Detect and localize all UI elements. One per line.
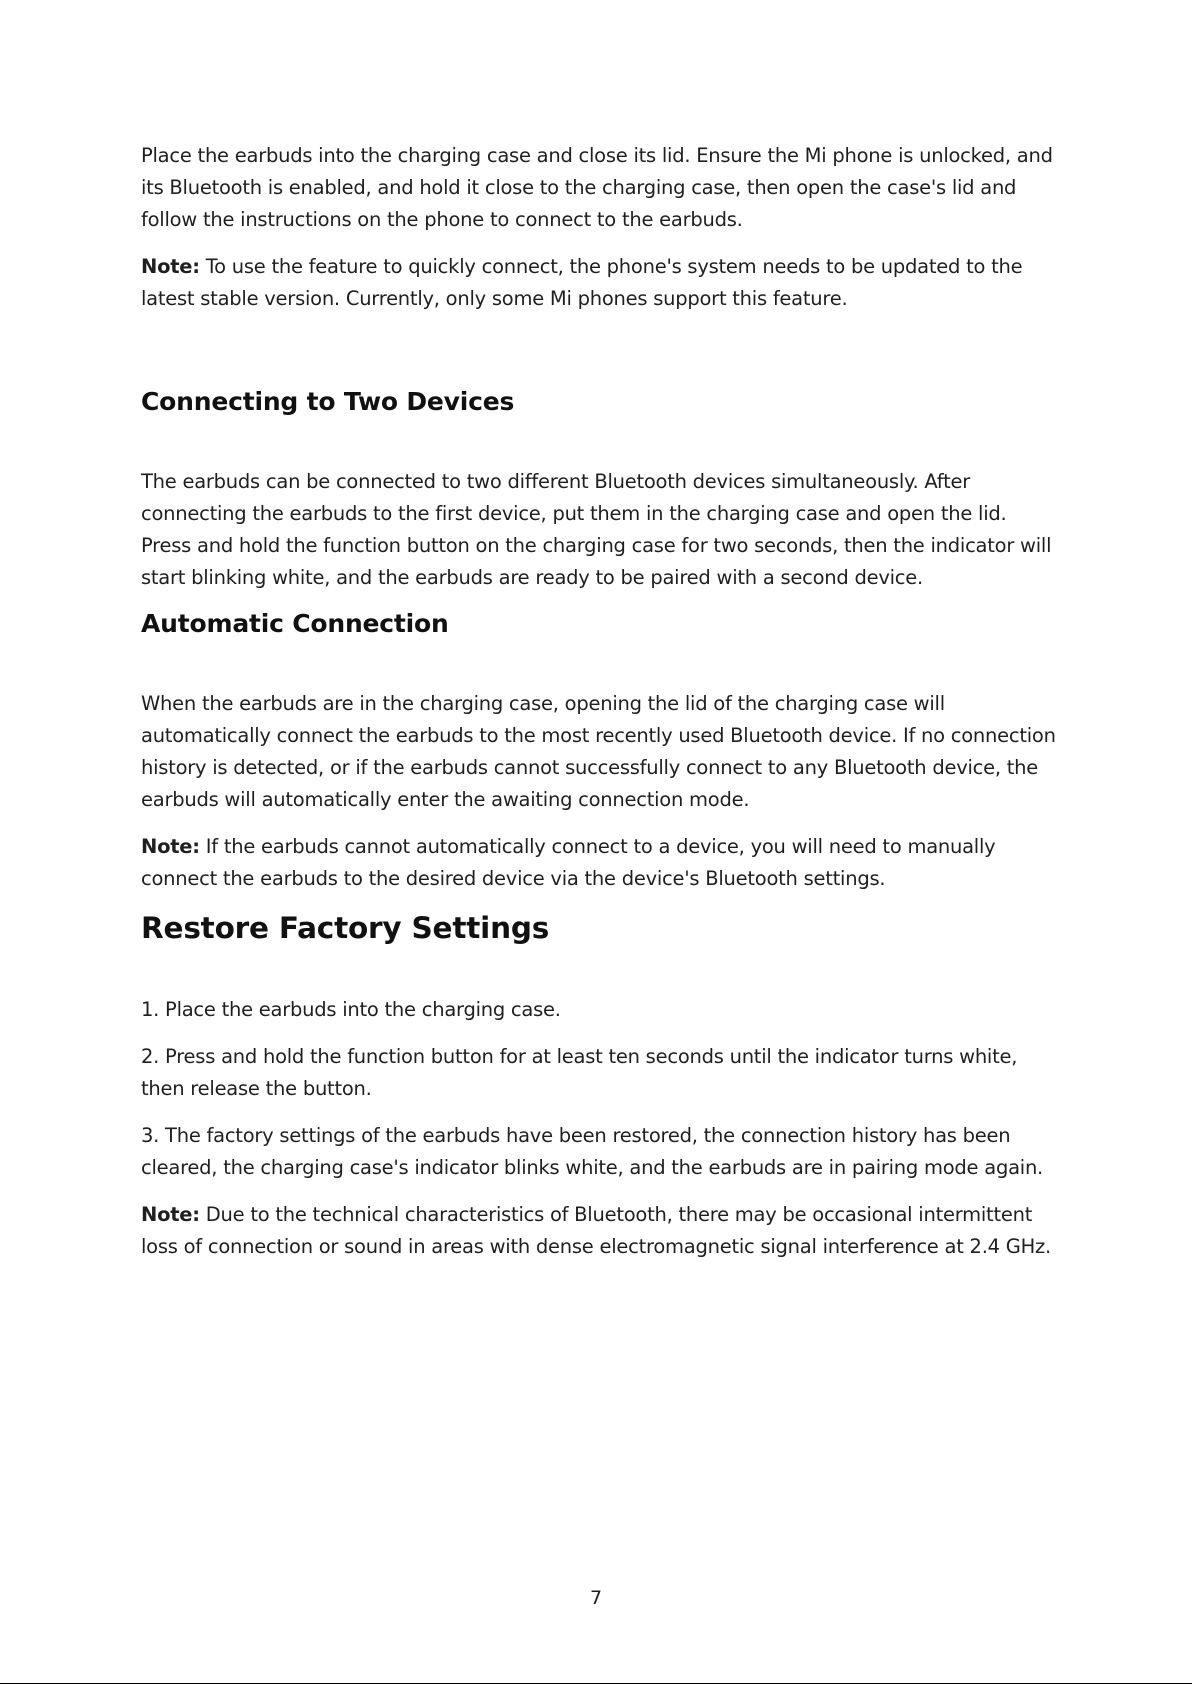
- note-text: If the earbuds cannot automatically connect to a device, you will need to manually connect the earbuds to the desired device via the device's Bluetooth settings.: [141, 835, 996, 890]
- intro-paragraph: Place the earbuds into the charging case and close its lid. Ensure the Mi phone is unlocked, and its Bluetooth is enabled, and hold it close to the charging case, then open the case's lid and follow the instructions on the phone to connect to the earbuds.: [141, 144, 1053, 231]
- manual-page: [141, 140, 1061, 1263]
- two-devices-paragraph: The earbuds can be connected to two different Bluetooth devices simultaneously. After connecting the earbuds to the first device, put them in the charging case and open the lid. Press and hold the function button on the charging case for two seconds, then the indicator will start blinking white, and the earbuds are ready to be paired with a second device.: [141, 470, 1052, 589]
- section-heading-restore-factory-settings: Restore Factory Settings: [141, 911, 550, 945]
- note-text: Due to the technical characteristics of Bluetooth, there may be occasional intermittent loss of connection or sound in areas with dense electromagnetic signal interference at 2.4 GHz.: [141, 1203, 1051, 1258]
- note-label: Note:: [141, 1203, 200, 1226]
- section-heading-automatic-connection: Automatic Connection: [141, 609, 449, 638]
- restore-step-2: 2. Press and hold the function button for at least ten seconds until the indicator turns white, then release the button.: [141, 1045, 1018, 1100]
- automatic-note: [141, 831, 1061, 895]
- note-label: Note:: [141, 835, 200, 858]
- automatic-paragraph: When the earbuds are in the charging case, opening the lid of the charging case will automatically connect the earbuds to the most recently used Bluetooth device. If no connection history is detected, or if the earbuds cannot successfully connect to any Bluetooth device, the earbuds will automatically enter the awaiting connection mode.: [141, 692, 1056, 811]
- restore-step-1: 1. Place the earbuds into the charging case.: [141, 998, 561, 1021]
- intro-note: [141, 251, 1061, 315]
- restore-step-3: 3. The factory settings of the earbuds have been restored, the connection history has been cleared, the charging case's indicator blinks white, and the earbuds are in pairing mode again.: [141, 1124, 1043, 1179]
- page-number: 7: [589, 1587, 603, 1609]
- restore-note: [141, 1199, 1061, 1263]
- note-label: Note:: [141, 255, 200, 278]
- note-text: To use the feature to quickly connect, the phone's system needs to be updated to the latest stable version. Currently, only some Mi phones support this feature.: [141, 255, 1023, 310]
- section-heading-two-devices: Connecting to Two Devices: [141, 387, 515, 416]
- footer-rule: [0, 1683, 1192, 1684]
